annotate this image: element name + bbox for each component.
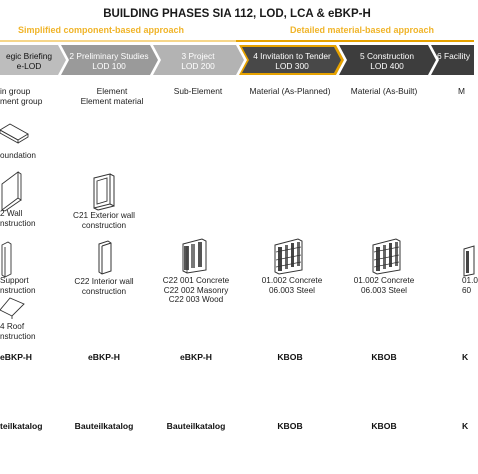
catalog-3: Bauteilkatalog <box>166 421 226 431</box>
layered-wall-icon <box>180 238 210 274</box>
phase-label-4: 4 Invitation to Tender LOD 300 <box>253 51 331 71</box>
facility-wall-icon <box>462 244 474 276</box>
exterior-wall-icon <box>90 172 118 212</box>
support-caption: Support nstruction <box>0 276 36 295</box>
level-label-3: Sub-Element <box>173 86 223 96</box>
foundation-caption: oundation <box>0 151 36 160</box>
catalog-6: K <box>462 421 469 431</box>
foundation-slab-icon <box>0 124 30 150</box>
catalog-1: teilkatalog <box>0 421 43 431</box>
classification-6: K <box>462 352 469 362</box>
exterior-wall-caption: C21 Exterior wall construction <box>73 211 135 230</box>
level-label-4: Material (As-Planned) <box>249 86 331 96</box>
classification-4: KBOB <box>277 352 303 362</box>
detailed-approach-line <box>236 40 474 42</box>
planned-material-wall-icon <box>272 238 306 274</box>
classification-5: KBOB <box>371 352 397 362</box>
roof-slab-icon <box>0 298 26 320</box>
built-material-caption: 01.002 Concrete 06.003 Steel <box>353 276 415 295</box>
built-material-wall-icon <box>370 238 404 274</box>
level-label-5: Material (As-Built) <box>350 86 418 96</box>
phase-label-2: 2 Preliminary Studies LOD 100 <box>69 51 149 71</box>
classification-3: eBKP-H <box>180 352 212 362</box>
phase-label-5: 5 Construction LOD 400 <box>360 51 414 71</box>
interior-wall-icon <box>96 240 114 276</box>
level-label-1: in group ment group <box>0 86 43 106</box>
detailed-approach-label: Detailed material-based approach <box>290 25 435 35</box>
support-column-icon <box>0 242 14 278</box>
diagram-title: BUILDING PHASES SIA 112, LOD, LCA & eBKP-H <box>103 8 371 20</box>
phase-label-3: 3 Project LOD 200 <box>181 51 215 71</box>
classification-2: eBKP-H <box>88 352 120 362</box>
simplified-approach-line <box>0 40 236 42</box>
level-label-6: M <box>458 86 465 96</box>
sub-element-caption: C22 001 Concrete C22 002 Masonry C22 003 Wood <box>162 276 230 304</box>
roof-caption: 4 Roof nstruction <box>0 322 36 341</box>
phase-label-1: egic Briefing e-LOD <box>5 51 53 71</box>
planned-material-caption: 01.002 Concrete 06.003 Steel <box>261 276 323 295</box>
catalog-4: KBOB <box>277 421 303 431</box>
catalog-5: KBOB <box>371 421 397 431</box>
facility-caption: 01.0 60 <box>462 276 478 295</box>
classification-1: eBKP-H <box>0 352 32 362</box>
level-label-2: Element Element material <box>80 86 144 106</box>
catalog-2: Bauteilkatalog <box>74 421 134 431</box>
interior-wall-caption: C22 Interior wall construction <box>74 277 134 296</box>
phase-label-6: 6 Facility <box>437 51 471 61</box>
wall-panel-icon <box>0 170 24 212</box>
wall-caption: 2 Wall nstruction <box>0 209 36 228</box>
simplified-approach-label: Simplified component-based approach <box>18 25 185 35</box>
